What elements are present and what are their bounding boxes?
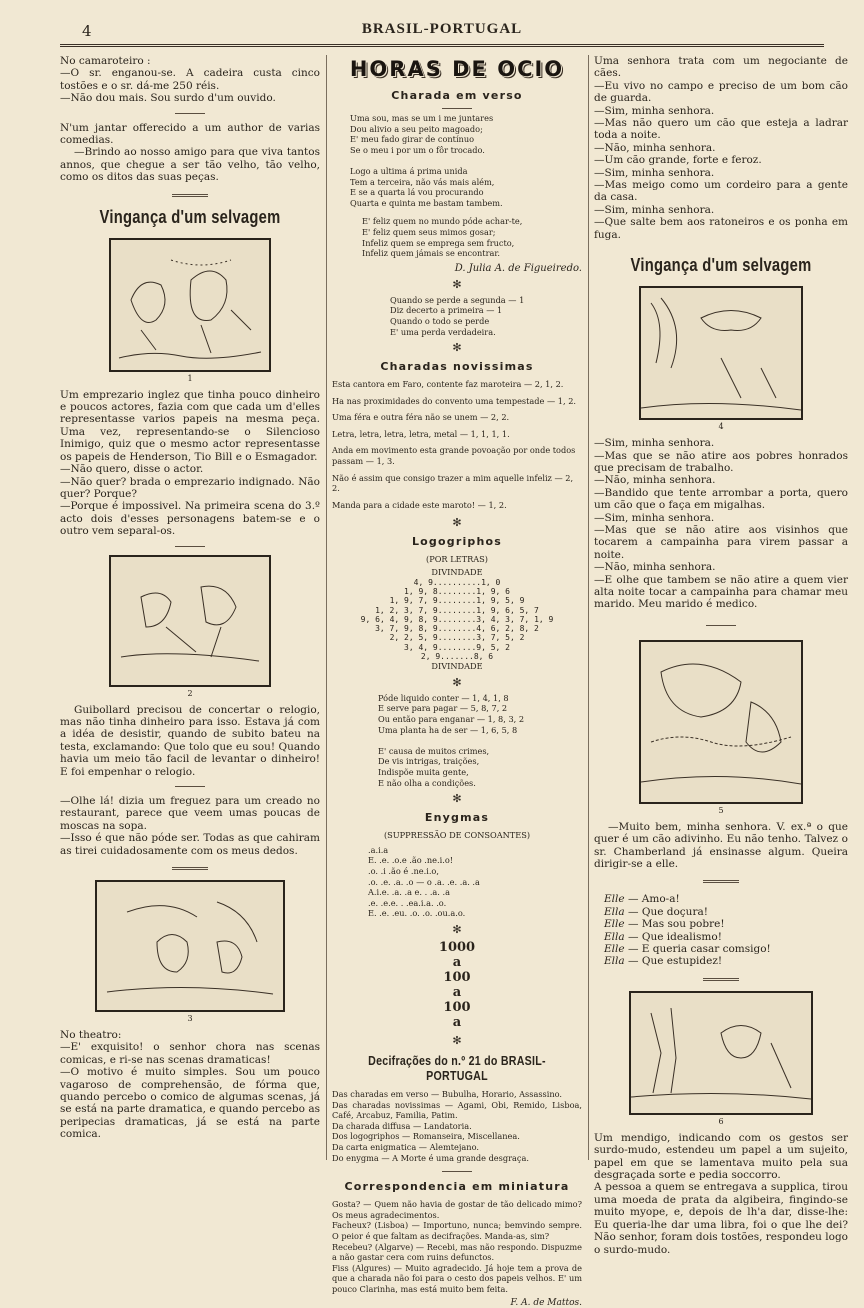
enygmas-title: Enygmas <box>424 811 490 825</box>
star-divider: ✻ <box>452 516 462 530</box>
logogripho-verse: Póde liquido conter — 1, 4, 1, 8 E serve para pagar — 5, 8, 7, 2 Ou então para enganar — 1, 8, 3, 2 Uma planta ha de ser — 1, 6, 5, 8 E' causa de muitos crimes, De vis intrigas, traições, Indispõe muita gente, E não olha a condições. <box>378 692 525 788</box>
charada-perda: Quando se perde a segunda — 1 Diz decerto a primeira — 1 Quando o todo se perde E' uma perda verdadeira. <box>390 294 525 337</box>
logogripho-divindade-top: DIVINDADE <box>431 567 483 578</box>
charada-verso-title: Charada em verso <box>391 89 523 102</box>
dialog-text: — Que idealismo! <box>624 930 722 943</box>
charada-novissima-item: Letra, letra, letra, letra, metal — 1, 1, 1, 1. <box>332 428 510 439</box>
figure-number: 1 <box>187 373 193 383</box>
separator <box>706 625 736 626</box>
anecdote-restaurant: —Olhe lá! dizia um freguez para um creado no restaurant, parece que veem umas poucas de moscas na sopa. —Isso é que não póde ser. Todas as que cahiram as tirei cuidadosamente com os meus dedos. <box>60 794 320 857</box>
charada-novissima-item: Ha nas proximidades do convento uma tempestade — 1, 2. <box>332 395 577 406</box>
charada-author: D. Julia A. de Figueiredo. <box>454 262 582 274</box>
charada-verso-stanzas: Uma sou, mas se um i me juntares Dou alivio a seu peito magoado; E' meu fado girar de contínuo Se o meu i por um o fôr trocado. Logo a ultima á prima unida Tem a terceira, não vás mais além, E se a quarta lá vou procurando Quarta e quinta me bastam tambem. <box>350 113 503 208</box>
illustration-3-drawing <box>97 882 283 1010</box>
dialog-line <box>604 918 848 930</box>
star-divider: ✻ <box>452 1033 462 1047</box>
dialog-speaker: Elle <box>604 918 625 931</box>
charada-verso-final: E' feliz quem no mundo póde achar-te, E' feliz quem seus mimos gosar; Infeliz quem se emprega sem fructo, Infeliz quem jámais se encontrar. <box>362 216 523 259</box>
anecdote-cao-final: —Muito bem, minha senhora. V. ex.ª o que quer é um cão adivinho. Eu não tenho. Talvez o sr. Chamberland já ensinasse algum. Queira dirigir-se a elle. <box>594 820 848 870</box>
numbers-puzzle-line: 100 <box>443 999 471 1015</box>
separator <box>703 978 739 981</box>
charada-novissima-item: Anda em movimento esta grande povoação por onde todos passam — 1, 3. <box>332 445 578 467</box>
figure-number: 2 <box>187 688 193 698</box>
enygmas-text: .a.i.a E. .e. .o.e .ão .ne.i.o! .o. .i .ão é .ne.i.o, .o. .e. .a. .o — o .a. .e. .a. .a A.i.e. .a. .a e. . .a. .a .e. .e.e. . .ea.i.a. .o. E. .e. .eu. .o. .o. .ou.a.o. <box>368 844 480 919</box>
anecdote-theatro: No theatro: —E' exquisito! o senhor chora nas scenas comicas, e ri-se nas scenas dramaticas! —O motivo é muito simples. Sou um pouco vagaroso de comprehensão, de fórma que, quando percebo o comico de algumas scenas, já se está na parte dramatica, e quando percebo as peripecias dramaticas, já se está na parte comica. <box>60 1029 320 1141</box>
illustration-5-drawing <box>641 642 801 802</box>
column-divider <box>326 55 327 1160</box>
anecdote-emprezario: Um emprezario inglez que tinha pouco dinheiro e poucos actores, fazia com que cada um d'elles representasse varios papeis na mesma peça. Uma vez, representando-se o Silencioso Inimigo, quiz que o mesmo actor representasse os papeis de Henderson, Tio Bill e o Esmagador. —Não quero, disse o actor. —Não quer? brada o emprezario indignado. Não quer? Porque? —Porque é impossivel. Na primeira scena do 3.º acto dois d'esses personagens batem-se e o outro vem separal-os. <box>60 388 320 538</box>
logogriphos-title: Logogriphos <box>411 535 503 549</box>
figure-number: 6 <box>718 1116 724 1126</box>
correspondencia-title: Correspondencia em miniatura <box>344 1180 570 1194</box>
anecdote-jantar: —Brindo ao nosso amigo para que viva tantos annos, que chegue a ser tão velho, tão velho, como os ditos das suas peças. <box>60 146 320 184</box>
header-rule <box>60 46 824 47</box>
dialog-line <box>604 931 848 943</box>
illustration-3 <box>95 880 285 1012</box>
illustration-6-drawing <box>631 993 811 1113</box>
illustration-4-drawing <box>641 288 801 418</box>
separator <box>172 867 208 870</box>
anecdote-cao-part1: Uma senhora trata com um negociante de cães. —Eu vivo no campo e preciso de um bom cão de guarda. —Sim, minha senhora. —Mas não quero um cão que esteja a ladrar toda a noite. —Não, minha senhora. —Um cão grande, forte e feroz. —Sim, minha senhora. —Mas meigo como um cordeiro para a gente da casa. —Sim, minha senhora. —Que salte bem aos ratoneiros e os ponha em fuga. <box>594 55 848 241</box>
separator <box>442 1171 472 1172</box>
section-title: Vingança d'um selvagem <box>99 206 281 227</box>
dialog-text: — E queria casar comsigo! <box>624 943 771 956</box>
illustration-1-drawing <box>111 240 269 370</box>
enygmas-subtitle: (SUPPRESSÃO DE CONSOANTES) <box>383 830 531 841</box>
decifracoes-title: Decifrações do n.º 21 do BRASIL-PORTUGAL <box>368 1052 546 1083</box>
decifracoes-text: Das charadas em verso — Bubulha, Horario, Assassino. Das charadas novissimas — Agami, Obi, Remido, Lisboa, Café, Arcabuz, Familia, Patim. Da charada diffusa — Landatoria. Dos logogriphos — Romanseira, Miscellanea. Da carta enigmatica — Alemtejano. Do enygma — A Morte é uma grande desgraça. <box>332 1088 582 1163</box>
charada-novissima-item: Uma féra e outra féra não se unem — 2, 2. <box>332 412 510 423</box>
dialog-speaker: Ella <box>604 905 625 918</box>
dialog-line <box>604 893 848 905</box>
separator <box>172 194 208 197</box>
charadas-novissimas-list <box>332 379 582 510</box>
anecdote-guibollard: Guibollard precisou de concertar o relogio, mas não tinha dinheiro para isso. Estava já com a idéa de desistir, quando de subito bateu na testa, exclamando: Que tolo que eu sou! Quando havia um meio tão facil de levantar o dinheiro! E foi empenhar o relogio. <box>60 703 320 778</box>
figure-number: 4 <box>718 422 724 432</box>
dialog-text: — Que doçura! <box>624 905 708 918</box>
separator <box>175 786 205 787</box>
column-left <box>60 55 320 1160</box>
logogripho-divindade-bottom: DIVINDADE <box>431 661 483 672</box>
dialog-speaker: Ella <box>604 955 625 968</box>
dialog-line <box>604 906 848 918</box>
numbers-puzzle-line: 1000 <box>438 939 476 955</box>
charada-novissima-item: Manda para a cidade este maroto! — 1, 2. <box>332 499 507 510</box>
separator <box>175 113 205 114</box>
page-header <box>60 18 824 45</box>
anecdote-cao-part2: —Sim, minha senhora. —Mas que se não atire aos pobres honrados que precisam de trabalho. —Não, minha senhora. —Bandido que tente arrombar a porta, quero um cão que o faça em migalhas. —Sim, minha senhora. —Mas que se não atire aos visinhos que tocarem a campainha para virem passar a noite. —Não, minha senhora. —E olhe que tambem se não atire a quem vier alta noite tocar a campainha para chamar meu marido. Meu marido é medico. <box>594 437 848 611</box>
illustration-4 <box>639 286 803 420</box>
star-divider: ✻ <box>452 675 462 689</box>
anecdote-jantar-intro: N'um jantar offerecido a um author de varias comedias. <box>60 121 320 147</box>
numbers-puzzle-line: a <box>452 984 462 1000</box>
charada-novissima-item: Esta cantora em Faro, contente faz maroteira — 2, 1, 2. <box>332 379 564 390</box>
dialog-text: — Amo-a! <box>624 893 680 906</box>
correspondencia-author: F. A. de Mattos. <box>510 1298 582 1308</box>
dialog-line <box>604 955 848 967</box>
correspondencia-text: Gosta? — Quem não havia de gostar de tão delicado mimo? Os meus agradecimentos. Facheux? (Lisboa) — Importuno, nunca; bemvindo sempre. O peior é que faltam as decifrações. Manda-as, sim? Recebeu? (Algarve) — Recebi, mas não respondo. Dispuzme a não gastar cera com ruins defunctos. Fiss (Algures) — Muito agradecido. Já hoje tem a prova de que a charada não foi para o cesto dos papeis velhos. E' um pouco Clarinha, mas está muito bem feita. <box>332 1199 582 1294</box>
dialog-line <box>604 943 848 955</box>
dialog-speaker: Elle <box>604 943 625 956</box>
illustration-1 <box>109 238 271 372</box>
illustration-2-drawing <box>111 557 269 685</box>
star-divider: ✻ <box>452 277 462 291</box>
figure-number: 5 <box>718 805 724 815</box>
numbers-puzzle-line: a <box>452 1014 462 1030</box>
column-center <box>332 55 582 1308</box>
numbers-puzzle-line: 100 <box>443 969 471 985</box>
dialog-text: — Mas sou pobre! <box>624 918 725 931</box>
dialog-speaker: Elle <box>604 893 625 906</box>
separator <box>703 880 739 883</box>
page-number: 4 <box>82 22 92 40</box>
illustration-5 <box>639 640 803 804</box>
figure-number: 3 <box>187 1014 193 1023</box>
star-divider: ✻ <box>452 922 462 936</box>
star-divider: ✻ <box>452 341 462 355</box>
numbers-puzzle <box>332 940 582 1030</box>
charadas-novissimas-title: Charadas novissimas <box>380 360 534 374</box>
charada-novissima-item: Não é assim que consigo trazer a mim aquelle infeliz — 2, 2. <box>332 472 576 494</box>
illustration-2 <box>109 555 271 687</box>
section-title: Vingança d'um selvagem <box>630 255 812 276</box>
publication-title: BRASIL-PORTUGAL <box>361 21 523 37</box>
separator <box>442 108 472 109</box>
dialog-speaker: Ella <box>604 930 625 943</box>
dialog-elle-ella <box>594 893 848 967</box>
dialog-text: — Que estupidez! <box>624 955 723 968</box>
star-divider: ✻ <box>452 792 462 806</box>
column-right <box>594 55 848 1256</box>
anecdote-camaroteiro: No camaroteiro : —O sr. enganou-se. A cadeira custa cinco tostões e o sr. dá-me 250 réis. —Não dou mais. Sou surdo d'um ouvido. <box>60 55 320 105</box>
numbers-puzzle-line: a <box>452 954 462 970</box>
anecdote-mendigo: Um mendigo, indicando com os gestos ser surdo-mudo, estendeu um papel a um sujeito, papel em que se lamentava muito pela sua desgraçada sorte e pedia soccorro. A pessoa a quem se entregava a supplica, tirou uma moeda de prata da algibeira, fingindo-se muito myope, e, depois de lh'a dar, disse-lhe: Eu queria-lhe dar uma libra, foi o que lhe dei? Não senhor, foram dois tostões, respondeu logo o surdo-mudo. <box>594 1131 848 1256</box>
logogriphos-subtitle: (POR LETRAS) <box>426 554 488 565</box>
horas-de-ocio-title: HORAS DE OCIO <box>349 57 565 81</box>
illustration-6 <box>629 991 813 1115</box>
logogripho-grid: 4, 9..........1, 0 1, 9, 8........1, 9, 6 1, 9, 7, 9........1, 9, 5, 9 1, 2, 3, 7, 9........1, 9, 6, 5, 7 9, 6, 4, 9, 8, 9........3, 4, 3, 7, 1, 9 3, 7, 9, 8, 9........4, 6, 2, 8, 2 2, 2, 5, 9........3, 7, 5, 2 3, 4, 9........9, 5, 2 2, 9.......8, 6 <box>360 577 554 661</box>
column-divider <box>588 55 589 1160</box>
separator <box>175 546 205 547</box>
